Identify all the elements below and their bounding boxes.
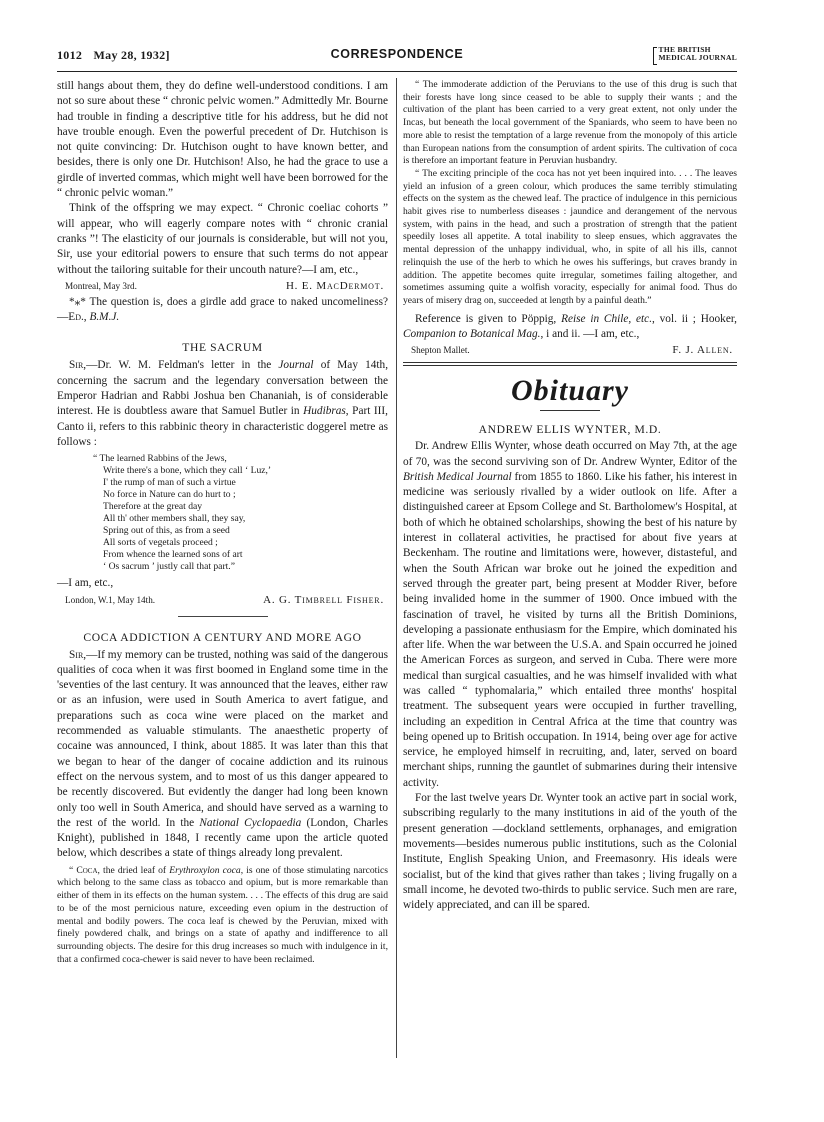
journal-name bbox=[653, 46, 737, 62]
verse-line: I' the rump of man of such a virtue bbox=[103, 477, 236, 489]
quote-lead: “ Coca, bbox=[69, 864, 100, 876]
salutation: Sir, bbox=[69, 648, 87, 661]
obituary-rule bbox=[540, 410, 600, 411]
signature-name: F. J. Allen. bbox=[672, 344, 733, 357]
salutation: Sir, bbox=[69, 359, 87, 372]
obit-text-b: from 1855 to 1860. Like his father, his interest in medicine was seriously rivalled by a wider outlook on life. After a distinguished career at Epsom College and St. Bartholomew's Hospital, at both of which he obtained scholarships, showing the best of his nature by interest in collateral activities, he practised for about five years at Beckenham. The routine and limitations were, however, distasteful, and when the South African war broke out he joined the expedition and served through the greater part, being present at Modder River, before being invalided home in the summer of 1900. Once imbued with the fascination of travel, he visited by turns all the British Dominions, developing a passionate enthusiasm for the Empire, which dominated his after life. When the war between the U.S.A. and Spain occurred he joined the American Forces as surgeon, and served in Cuba. There were more medical than surgical casualties, and he was himself invalided with what was called “ typhomalaria,” which entailed three months' hospital treatment. The subsequent years were occupied in further travelling, including an expedition in Central Africa at the time that country was being opened up to British occupation. In 1914, being over age for active service, he employed himself in recruiting, and, later, served on board merchant ships, running the gauntlet of submarines during their intensive activity. bbox=[403, 470, 737, 789]
sacrum-paragraph bbox=[57, 358, 388, 450]
obit-text-a: Dr. Andrew Ellis Wynter, whose death occurred on May 7th, at the age of 70, was the second surviving son of Dr. Andrew Wynter, Editor of the bbox=[403, 440, 737, 468]
coca-quote-3: “ The exciting principle of the coca has not yet been inquired into. . . . The leaves yield an infusion of a green colour, which produces the same terribly stimulating effects on the system as the chewed leaf. The practice of indulgence in this pernicious habit gives rise to numberless diseases : jaundice and derangement of the nervous system, with pains in the head, and such a prostration of strength that the patient speedily loses all appetite. A total inability to sleep ensues, which aggravates the mental depression of the unhappy individual, who, in spite of all his ills, cannot relinquish the use of the herb to which he owes his sufferings, but craves brandy in addition. The appetite becomes quite irregular, sometimes failing altogether, and sometimes assuming quite a wolfish voracity, especially for animal food. Thus do years of misery drag on, succeeded at length by a painful death.” bbox=[403, 167, 737, 306]
sacrum-heading: THE SACRUM bbox=[182, 341, 263, 355]
coca-quote-2: “ The immoderate addiction of the Peruvians to the use of this drug is such that their forests have long since ceased to be able to supply their wants ; and the cultivation of the plant has been carried to a very great extent, not only under the Incas, but beneath the local government of the Spaniards, who seem to have been no more able to resist the temptation of a large revenue from the monopoly of this article than European nations from the consumption of ardent spirits. The cultivation of coca is therefore an important feature in Peruvian husbandry. bbox=[403, 79, 737, 167]
signature-allen bbox=[403, 344, 737, 356]
species-name: Erythroxylon coca bbox=[169, 864, 241, 876]
editor-note-text: The question is, does a girdle add grace to naked uncomeliness?— bbox=[57, 295, 388, 324]
issue-date: May 28, 1932] bbox=[93, 48, 170, 62]
section-separator bbox=[178, 616, 268, 617]
journal-name-line1: THE BRITISH bbox=[658, 45, 711, 54]
ref-text-a: Reference is given to Pöppig, bbox=[415, 312, 562, 325]
verse-line: All sorts of vegetals proceed ; bbox=[103, 537, 218, 549]
signature-macdermot bbox=[57, 280, 388, 292]
verse-line: Spring out of this, as from a seed bbox=[103, 525, 230, 537]
editor-note-bmj: B.M.J. bbox=[89, 311, 120, 324]
bmj-ref: British Medical Journal bbox=[403, 470, 512, 483]
letter-continuation-paragraph: still hangs about them, they do define well-understood conditions. I am not so sure about these “ chronic pelvic women.” Admittedly Mr. Bourne had trouble in finding a descriptive title for his address, but he did not have trouble enough. Even the powerful precedent of Dr. Hutchison is not quite convincing: Dr. Hutchison ought to have known better, and besides, there is only one Dr. Hutchison! Also, he had the grace to use a girdle of inverted commas, which might well have been borrowed for the “ chronic pelvic woman.” bbox=[57, 80, 388, 200]
bracket-mark bbox=[653, 47, 657, 65]
double-rule bbox=[403, 362, 737, 366]
page-number: 1012 bbox=[57, 48, 83, 62]
letter-continuation-paragraph-2: Think of the offspring we may expect. “ Chronic coeliac cohorts ” will appear, who will eagerly compare notes with “ chronic cranial cranks ”! The elasticity of our journals is considerable, but will not you, Sir, use your editorial powers to ensure that such terms do not appear without the tailoring suitable for their uncouth nature?—I am, etc., bbox=[57, 202, 388, 276]
coca-paragraph bbox=[57, 648, 388, 862]
editor-note-ed: Ed., bbox=[68, 311, 90, 324]
sacrum-closing: —I am, etc., bbox=[57, 577, 114, 590]
verse-line: Therefore at the great day bbox=[103, 501, 203, 513]
left-column bbox=[57, 79, 388, 966]
signature-place: Montreal, May 3rd. bbox=[65, 280, 137, 291]
coca-text-a: —If my memory can be trusted, nothing was said of the dangerous qualities of coca when it was first boomed in England some time in the 'seventies of the last century. It was announced that the leaves, either raw or as an infusion, were used in South America to avert fatigue, and preparations such as coca wine were placed on the market and recommended as valuable stimulants. The anaesthetic property of cocaine was announced, I think, about 1885. It was later than this that we began to hear of the danger of cocaine addiction and its ruinous effect on the nervous system, and to most of us this danger appeared to be recently discovered. But evidently the danger had long been known only too well in South America, and should have served as a warning to the rest of the world. In the bbox=[57, 648, 388, 829]
editor-note-mark: *⁎* bbox=[69, 295, 86, 308]
obituary-paragraph-2: For the last twelve years Dr. Wynter took an active part in social work, subscribing regularly to the many institutions in aid of the youth of the present generation —dockland settlements, orphanages, and emigration movements—besides numerous public institutions, such as the Colonial Institute, English Speaking Union, and Freemasonry. His ideals were socialist, but of the kind that gives rather than takes ; living frugally on a small income, he devoted two-thirds to public service. Such men are rare, widely appreciated, and can ill be spared. bbox=[403, 792, 737, 912]
journal-name-line2: MEDICAL JOURNAL bbox=[658, 53, 737, 62]
verse-line: “ The learned Rabbins of the Jews, bbox=[93, 453, 227, 465]
signature-name: H. E. MacDermot. bbox=[285, 279, 384, 292]
sacrum-text-a: —Dr. W. M. Feldman's letter in the bbox=[86, 359, 279, 372]
editor-note bbox=[57, 295, 388, 326]
signature-name: A. G. Timbrell Fisher. bbox=[263, 593, 384, 606]
column-divider bbox=[396, 78, 397, 1058]
obituary-name: ANDREW ELLIS WYNTER, M.D. bbox=[478, 423, 662, 437]
hudibras-ref: Hudibras bbox=[303, 405, 346, 418]
coca-text-b: (London, Charles Knight), published in 1848, I recently came upon the article quoted below, which describes a state of things already long prevalent. bbox=[57, 816, 388, 860]
right-column bbox=[403, 79, 737, 913]
signature-place: London, W.1, May 14th. bbox=[65, 594, 156, 605]
header-rule bbox=[57, 71, 737, 72]
coca-quote-1 bbox=[57, 865, 388, 967]
verse-quotation bbox=[57, 453, 388, 573]
ref-text-b: , vol. ii ; Hooker, bbox=[652, 312, 737, 325]
obituary-title: Obituary bbox=[510, 374, 629, 408]
verse-line: From whence the learned sons of art bbox=[103, 549, 243, 561]
verse-line: No force in Nature can do hurt to ; bbox=[103, 489, 236, 501]
signature-place: Shepton Mallet. bbox=[411, 345, 470, 356]
verse-line: ‘ Os sacrum ’ justly call that part.” bbox=[103, 561, 235, 573]
coca-heading: COCA ADDICTION A CENTURY AND MORE AGO bbox=[83, 630, 362, 644]
ref-text-c: , i and ii. —I am, etc., bbox=[540, 327, 640, 340]
companion-ref: Companion to Botanical Mag. bbox=[403, 327, 541, 340]
reference-paragraph bbox=[403, 312, 737, 343]
verse-line: All th' other members shall, they say, bbox=[103, 513, 246, 525]
signature-fisher bbox=[57, 594, 388, 606]
verse-line: Write there's a bone, which they call ‘ Luz,’ bbox=[103, 465, 272, 477]
reise-ref: Reise in Chile, etc. bbox=[561, 312, 653, 325]
sacrum-text-c: , Part III, Canto ii, refers to this rabbinic theory in characteristic doggerel metre as follows : bbox=[57, 405, 389, 448]
running-header bbox=[57, 46, 737, 68]
section-title: CORRESPONDENCE bbox=[330, 47, 464, 61]
quote-text-b: , is one of those stimulating narcotics which belong to the same class as tobacco and opium, but is more remarkable than either of them in its effects on the human system. . . . The effects of this drug are said to be of the most pernicious nature, exceeding even opium in the destruction of mental and bodily powers. The coca leaf is chewed by the Peruvian, mixed with finely powdered chalk, and brings on a state of apathy and indifference to all surrounding objects. The desire for this drug increases so much with indulgence in it, that a confirmed coca-chewer is said never to have been reclaimed. bbox=[57, 864, 388, 965]
journal-ref: Journal bbox=[278, 359, 314, 372]
quote-text-a: the dried leaf of bbox=[99, 864, 170, 876]
cyclopaedia-ref: National Cyclopaedia bbox=[199, 816, 302, 829]
sacrum-text-b: of May 14th, concerning the sacrum and the legendary conversation between the Emperor Hadrian and Rabbi Joshua ben Chananiah, is of considerable interest. He is doubtless aware that Samuel Butler in bbox=[57, 359, 389, 418]
obituary-paragraph-1 bbox=[403, 439, 737, 791]
